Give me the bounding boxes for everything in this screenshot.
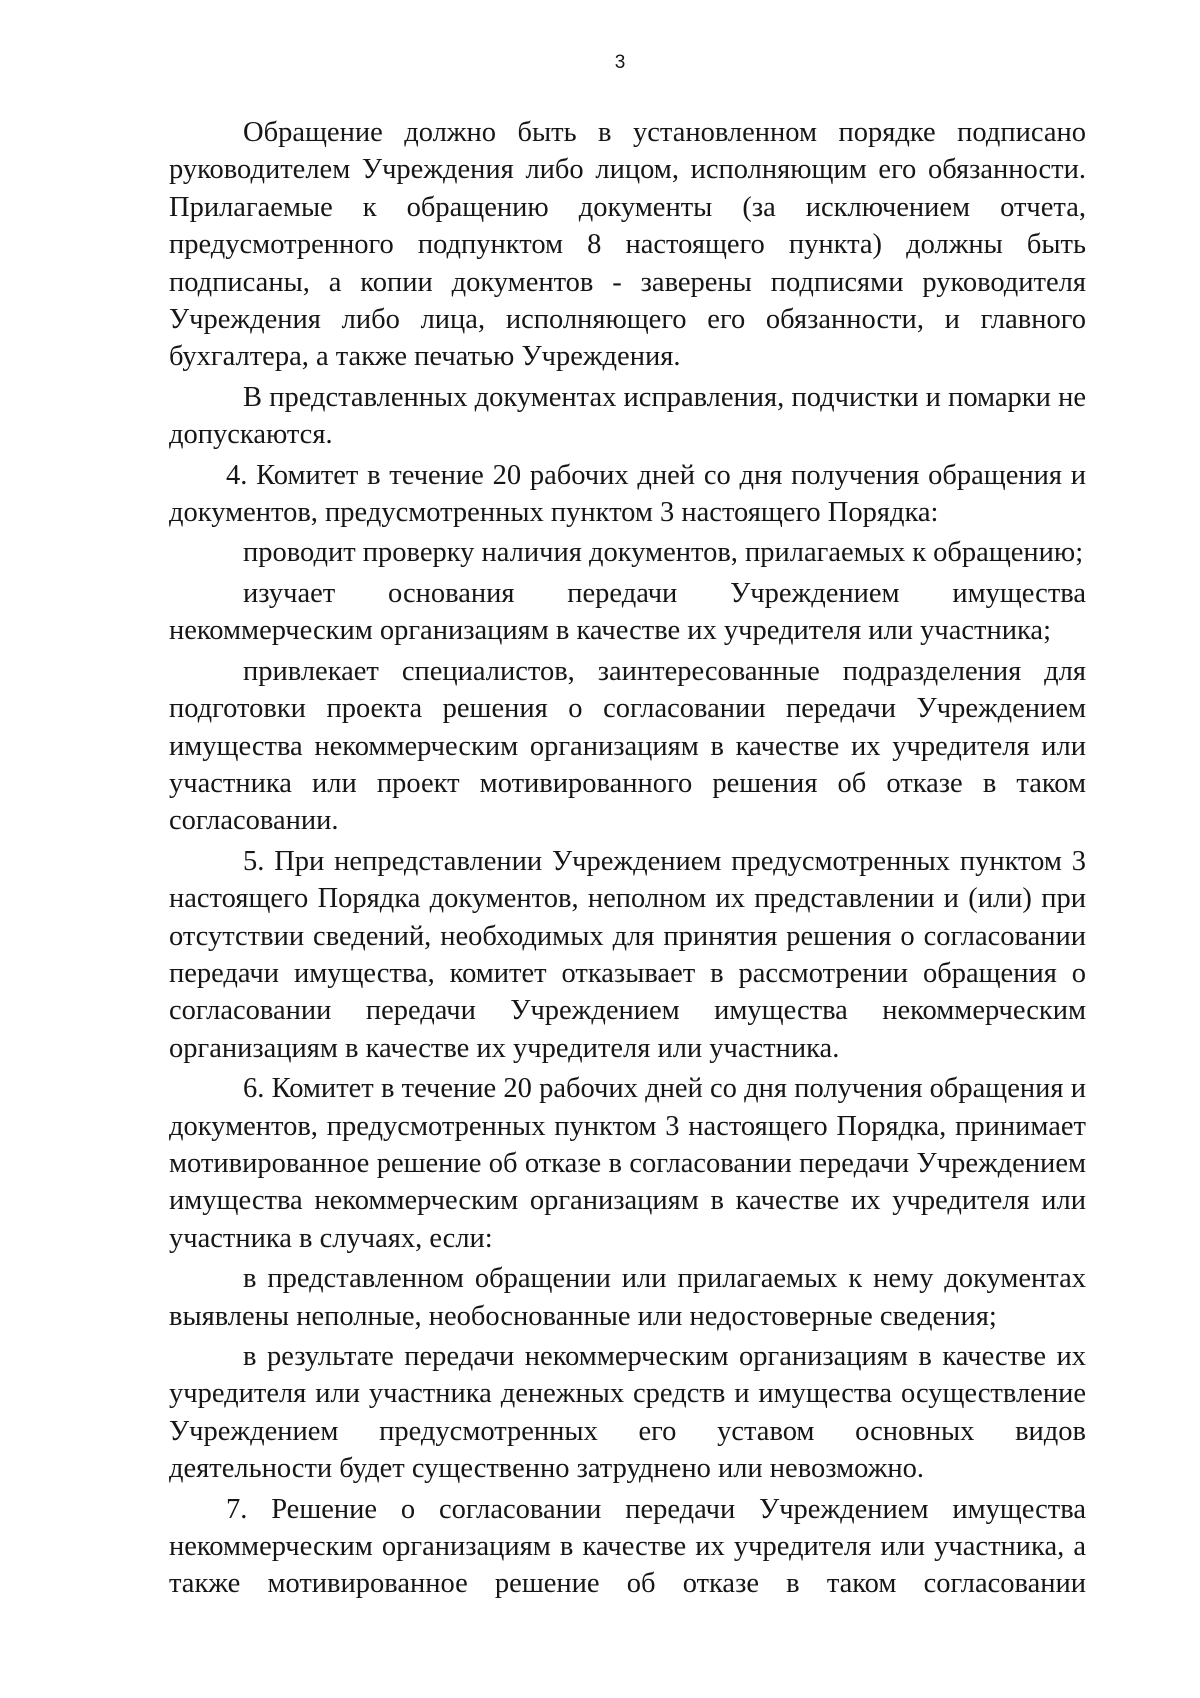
paragraph-item-4-study: изучает основания передачи Учреждением имущества некоммерческим организациям в качестве их учредителя или участника; xyxy=(169,577,1086,647)
paragraph-item-4-specialists: привлекает специалистов, заинтересованные подразделения для подготовки проекта решения о согласовании передачи Учреждением имущества некоммерческим организациям в качестве их учредителя или участника или проект мотивированного решения об отказе в таком согласовании. xyxy=(169,655,1086,837)
paragraph-item-4: 4. Комитет в течение 20 рабочих дней со дня получения обращения и документов, предусмотренных пунктом 3 настоящего Порядка: xyxy=(169,459,1086,529)
paragraph-no-corrections: В представленных документах исправления, подчистки и помарки не допускаются. xyxy=(169,381,1086,451)
paragraph-item-4-check: проводит проверку наличия документов, прилагаемых к обращению; xyxy=(243,537,1084,569)
paragraph-item-6-case-impaired: в результате передачи некоммерческим организациям в качестве их учредителя или участника денежных средств и имущества осуществление Учреждением предусмотренных его уставом основных видов деятельности будет существенно затруднено или невозможно. xyxy=(169,1341,1086,1485)
paragraph-item-5: 5. При непредставлении Учреждением предусмотренных пунктом 3 настоящего Порядка документов, неполном их представлении и (или) при отсутствии сведений, необходимых для принятия решения о согласовании передачи имущества, комитет отказывает в рассмотрении обращения о согласовании передачи Учреждением имущества некоммерческим организациям в качестве их учредителя или участника. xyxy=(169,845,1086,1064)
page-number: 3 xyxy=(614,52,626,73)
document-body xyxy=(169,114,1086,1606)
paragraph-item-7: 7. Решение о согласовании передачи Учреждением имущества некоммерческим организациям в качестве их учредителя или участника, а также мотивированное решение об отказе в таком согласовании xyxy=(169,1493,1086,1600)
paragraph-item-6-case-incomplete: в представленном обращении или прилагаемых к нему документах выявлены неполные, необоснованные или недостоверные сведения; xyxy=(169,1263,1086,1332)
paragraph-item-6: 6. Комитет в течение 20 рабочих дней со дня получения обращения и документов, предусмотренных пунктом 3 настоящего Порядка, принимает мотивированное решение об отказе в согласовании передачи Учреждением имущества некоммерческим организациям в качестве их учредителя или участника в случаях, если: xyxy=(169,1073,1086,1254)
paragraph-signing-requirements: Обращение должно быть в установленном порядке подписано руководителем Учреждения либо лицом, исполняющим его обязанности. Прилагаемые к обращению документы (за исключением отчета, предусмотренного подпунктом 8 настоящего пункта) должны быть подписаны, а копии документов - заверены подписями руководителя Учреждения либо лица, исполняющего его обязанности, и главного бухгалтера, а также печатью Учреждения. xyxy=(169,117,1086,373)
